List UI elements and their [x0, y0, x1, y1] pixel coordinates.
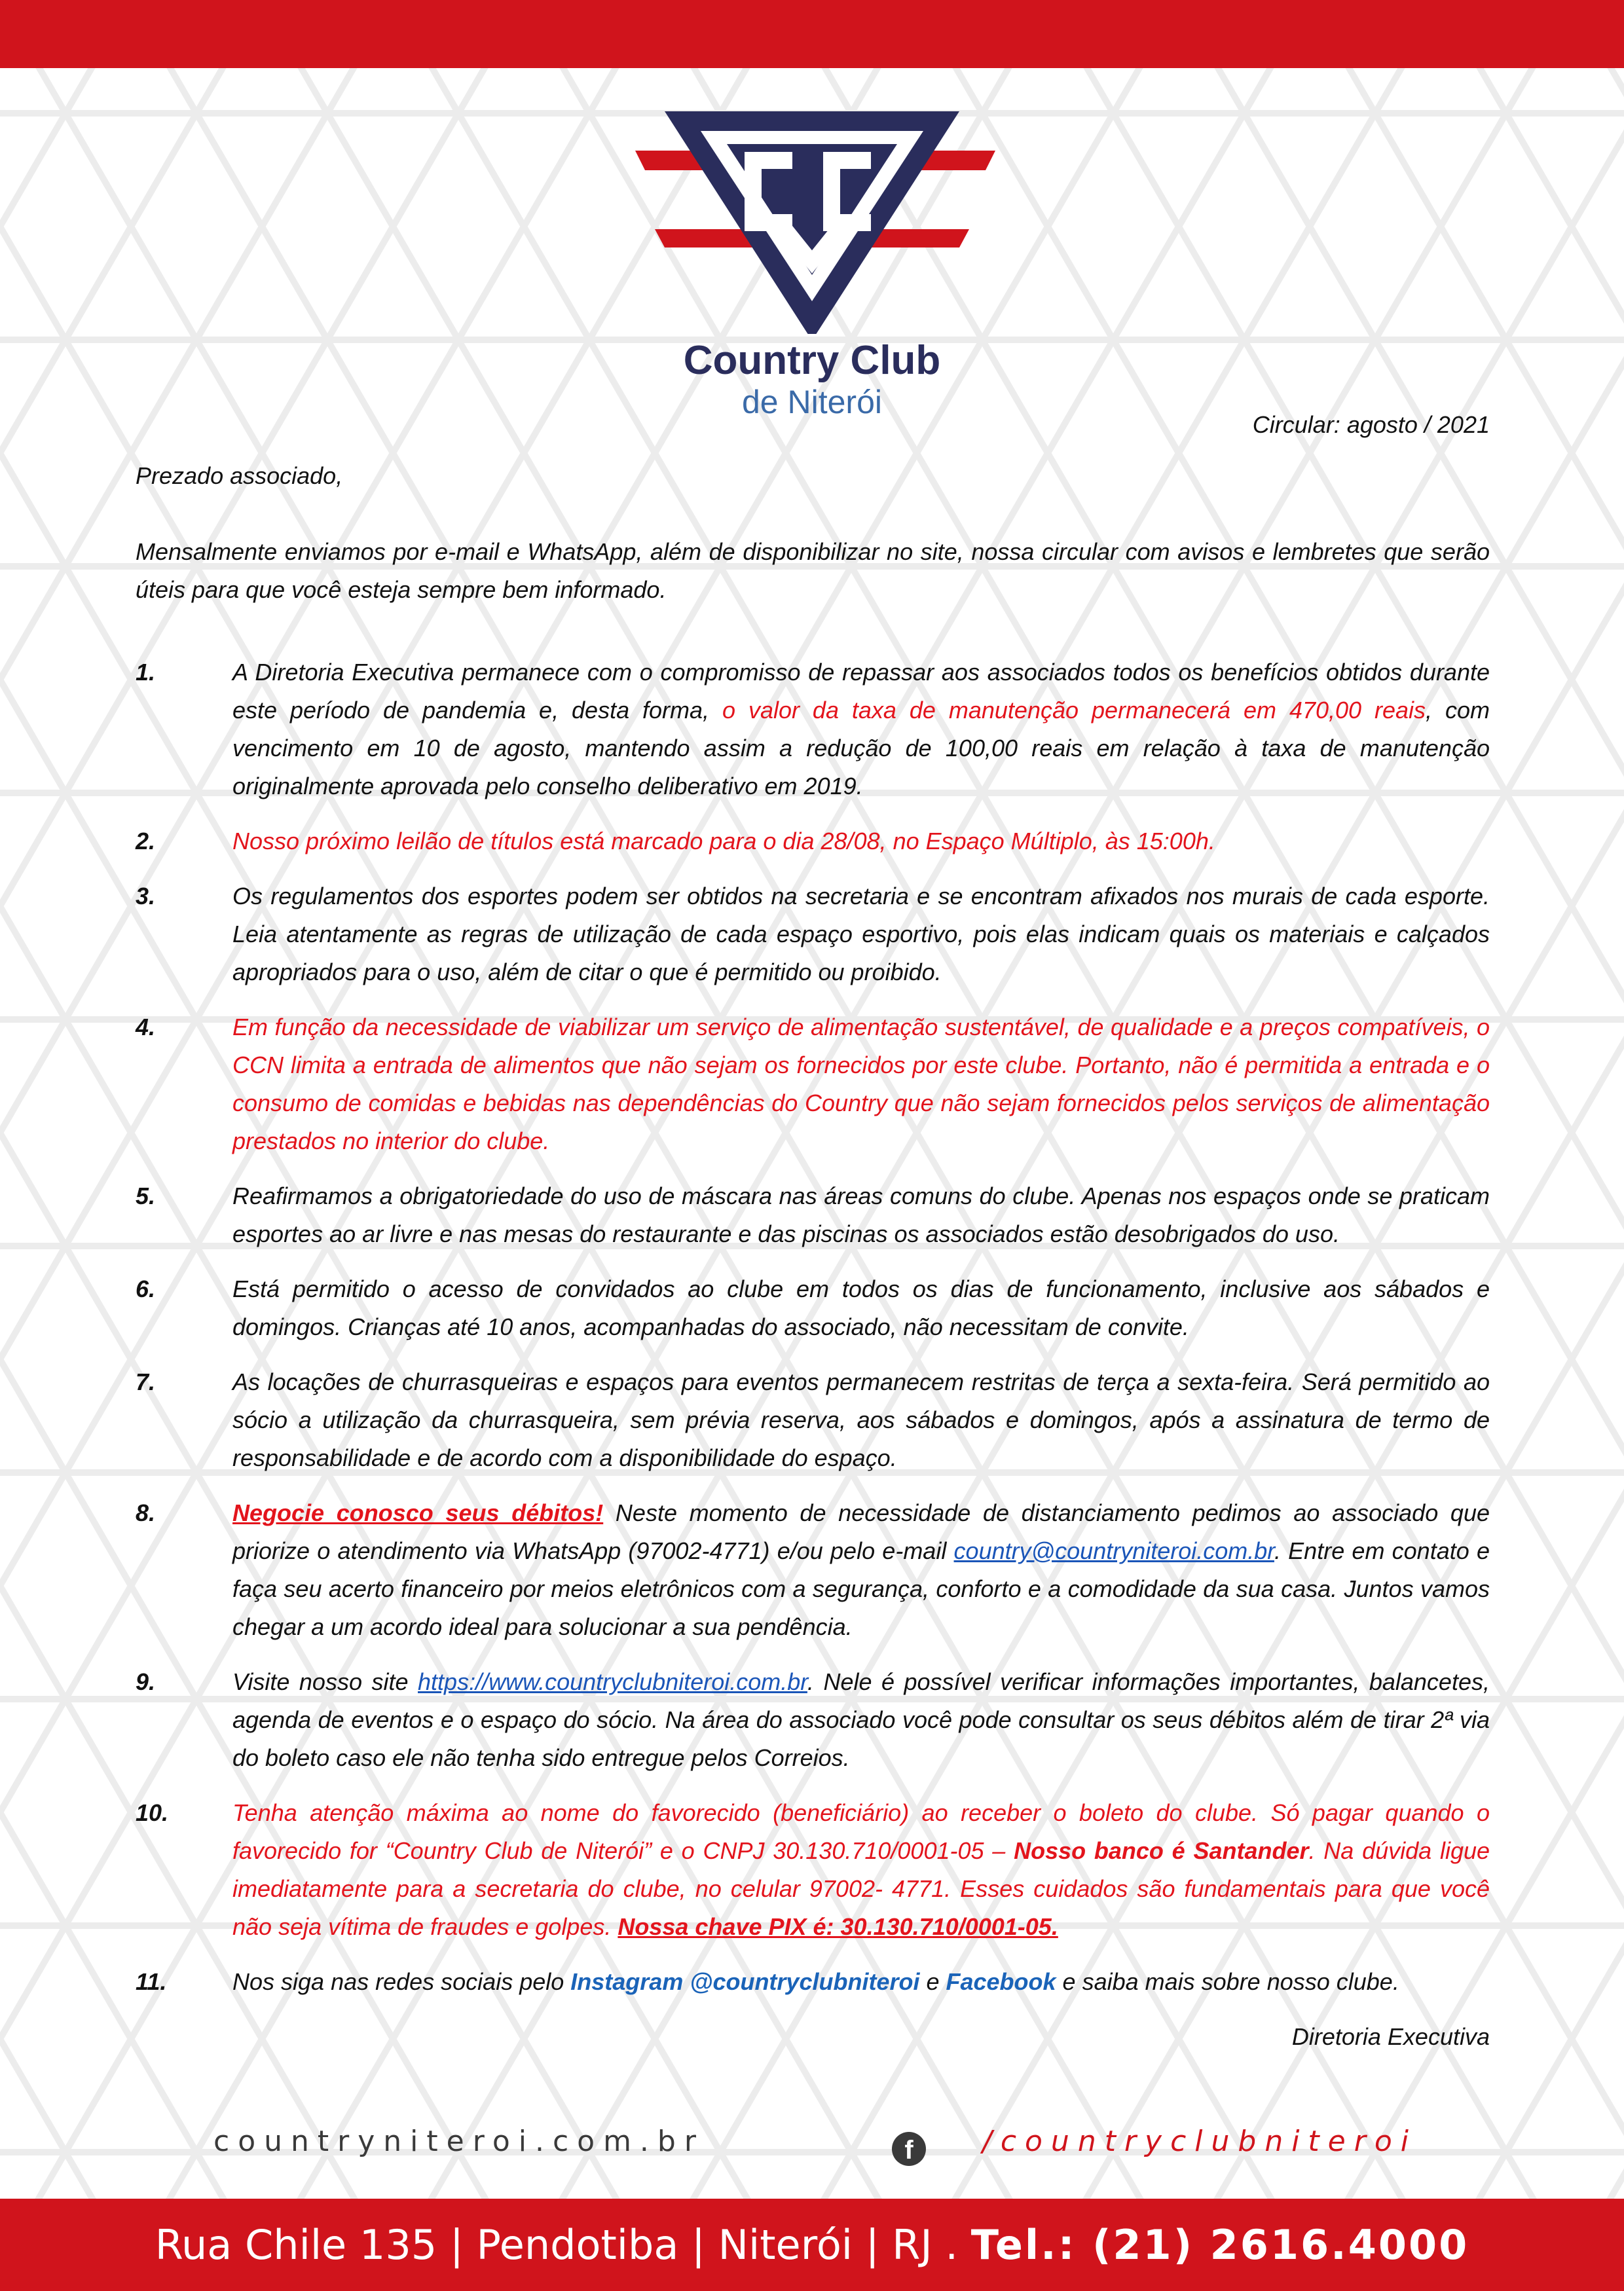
club-logo: [629, 105, 995, 432]
item-text: Visite nosso site: [232, 1668, 418, 1695]
item-number: 4.: [136, 1014, 156, 1040]
email-link[interactable]: country@countryniteroi.com.br: [953, 1537, 1274, 1564]
item-number: 8.: [136, 1499, 156, 1526]
top-red-bar: [0, 0, 1624, 68]
item-text: As locações de churrasqueiras e espaços para eventos permanecem restritas de terça a sexta-feira. Será permitido ao sócio a utilização da churrasqueira, sem prévia reserva, aos sábados e domingos, após a assinatura de termo de responsabilidade e de acordo com a disponibilidade do espaço.: [232, 1368, 1490, 1471]
list-item: [136, 1177, 1490, 1253]
item-text: e: [919, 1968, 946, 1995]
item-number: 3.: [136, 883, 156, 909]
circular-date: Circular: agosto / 2021: [1252, 411, 1490, 438]
item-number: 11.: [136, 1968, 167, 1995]
item-text: . Na dúvida ligue imediatamente para a secretaria do clube, no celular 97002- 4771. Esses cuidados são fundamentais para que você não seja vítima de fraudes e golpes.: [232, 1837, 1490, 1940]
pix-highlight: Nossa chave PIX é: 30.130.710/0001-05.: [618, 1913, 1058, 1940]
footer-website[interactable]: countryniteroi.com.br: [213, 2125, 705, 2158]
website-link[interactable]: https://www.countryclubniteroi.com.br: [418, 1668, 807, 1695]
list-item: [136, 877, 1490, 991]
greeting: Prezado associado,: [136, 462, 343, 489]
negotiate-highlight: Negocie conosco seus débitos!: [232, 1499, 604, 1526]
bottom-red-bar: [0, 2199, 1624, 2291]
footer-social-handle[interactable]: /countryclubniteroi: [982, 2125, 1417, 2158]
item-number: 6.: [136, 1275, 156, 1302]
logo-emblem: [629, 105, 995, 334]
item-number: 1.: [136, 659, 156, 686]
item-text: Neste momento de necessidade de distanciamento pedimos ao associado que priorize o atendimento via WhatsApp (97002-4771) e/ou pelo e-mail: [232, 1499, 1490, 1564]
item-text: Nos siga nas redes sociais pelo: [232, 1968, 571, 1995]
item-number: 7.: [136, 1368, 156, 1395]
list-item: [136, 1270, 1490, 1346]
item-number: 10.: [136, 1799, 169, 1826]
item-number: 9.: [136, 1668, 156, 1695]
item-text: Os regulamentos dos esportes podem ser obtidos na secretaria e se encontram afixados nos murais de cada esporte. Leia atentamente as regras de utilização de cada espaço esportivo, pois elas indicam quais os materiais e calçados apropriados para o uso, além de citar o que é permitido ou proibido.: [232, 883, 1490, 985]
facebook-link[interactable]: Facebook: [946, 1968, 1056, 1995]
notice-list: [136, 653, 1490, 2001]
instagram-link[interactable]: Instagram @countryclubniteroi: [570, 1968, 920, 1995]
item-text: Está permitido o acesso de convidados ao clube em todos os dias de funcionamento, inclusive aos sábados e domingos. Crianças até 10 anos, acompanhadas do associado, não necessitam de convite.: [232, 1275, 1490, 1340]
item-text: . Nele é possível verificar informações importantes, balancetes, agenda de eventos e o espaço do sócio. Na área do associado você pode consultar os seus débitos além de tirar 2ª via do boleto caso ele não tenha sido entregue pelos Correios.: [232, 1668, 1490, 1771]
item-text: e saiba mais sobre nosso clube.: [1056, 1968, 1399, 1995]
brand-subtitle: de Niterói: [742, 384, 882, 420]
item-number: 2.: [136, 828, 156, 854]
item-highlight: o valor da taxa de manutenção permanecerá em 470,00 reais: [722, 697, 1426, 724]
address-text: Rua Chile 135 | Pendotiba | Niterói | RJ .: [155, 2221, 971, 2269]
item-text: Tenha atenção máxima ao nome do favorecido (beneficiário) ao receber o boleto do clube. Só pagar quando o favorecido for “Country Club de Niterói” e o CNPJ 30.130.710/0001-05 –: [232, 1799, 1490, 1864]
facebook-icon: f: [892, 2132, 926, 2166]
item-text: , com vencimento em 10 de agosto, mantendo assim a redução de 100,00 reais em relação à taxa de manutenção originalmente aprovada pelo conselho deliberativo em 2019.: [232, 697, 1490, 799]
list-item: [136, 1663, 1490, 1777]
list-item: [136, 1008, 1490, 1160]
brand-name: Country Club: [683, 338, 941, 383]
letter-content: [136, 406, 1490, 2056]
footer-address: [0, 2199, 1624, 2291]
item-text: Nosso próximo leilão de títulos está marcado para o dia 28/08, no Espaço Múltiplo, às 15:00h.: [232, 828, 1215, 854]
item-text: Reafirmamos a obrigatoriedade do uso de máscara nas áreas comuns do clube. Apenas nos espaços onde se praticam esportes ao ar livre e nas mesas do restaurante e das piscinas os associados estão desobrigados do uso.: [232, 1182, 1490, 1247]
list-item: [136, 1794, 1490, 1946]
list-item: [136, 653, 1490, 805]
list-item: [136, 822, 1490, 860]
item-number: 5.: [136, 1182, 156, 1209]
bank-highlight: Nosso banco é Santander: [1014, 1837, 1309, 1864]
list-item: [136, 1363, 1490, 1477]
signature: Diretoria Executiva: [1291, 2023, 1490, 2050]
list-item: [136, 1963, 1490, 2001]
intro-paragraph: Mensalmente enviamos por e-mail e WhatsApp, além de disponibilizar no site, nossa circular com avisos e lembretes que serão úteis para que você esteja sempre bem informado.: [136, 538, 1490, 603]
item-text: A Diretoria Executiva permanece com o compromisso de repassar aos associados todos os benefícios obtidos durante este período de pandemia e, desta forma,: [232, 659, 1490, 724]
phone-number: Tel.: (21) 2616.4000: [970, 2221, 1469, 2269]
item-text: . Entre em contato e faça seu acerto financeiro por meios eletrônicos com a segurança, conforto e a comodidade da sua casa. Juntos vamos chegar a um acordo ideal para solucionar a sua pendência.: [232, 1537, 1490, 1640]
list-item: [136, 1494, 1490, 1646]
item-text: Em função da necessidade de viabilizar um serviço de alimentação sustentável, de qualidade e a preços compatíveis, o CCN limita a entrada de alimentos que não sejam os fornecidos por este clube. Portanto, não é permitida a entrada e o consumo de comidas e bebidas nas dependências do Country que não sejam fornecidos pelos serviços de alimentação prestados no interior do clube.: [232, 1014, 1490, 1154]
